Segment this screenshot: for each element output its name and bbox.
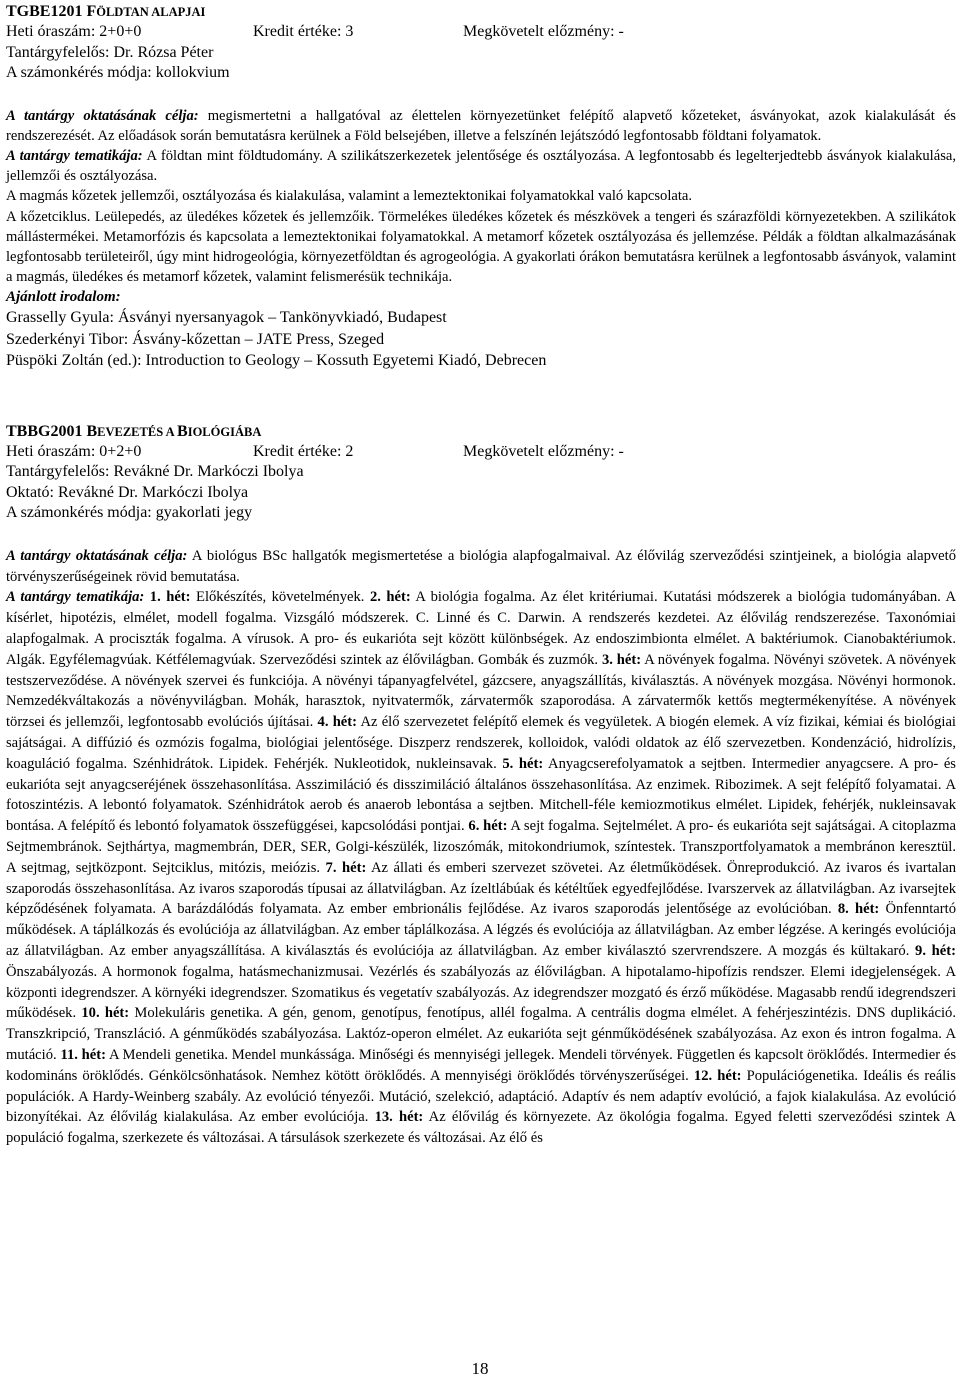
week-text: Az élővilág és környezete. Az ökológia fogalma. Egyed feletti szerveződési szintek A populáció fogalma, szerkezete és változásai. A társulások szerkezete és változásai. Az élő és xyxy=(6,1109,956,1147)
course2-title: TBBG2001 BEVEZETÉS A BIOLÓGIÁBA xyxy=(6,422,262,440)
course2-hours: Heti óraszám: 0+2+0 xyxy=(6,442,142,460)
week-label: 13. hét: xyxy=(374,1109,424,1126)
week-label: 10. hét: xyxy=(81,1005,130,1022)
course2-body xyxy=(6,546,956,1149)
week-text: Előkészítés, követelmények. xyxy=(196,589,365,606)
week-label: 7. hét: xyxy=(325,859,367,876)
page-number: 18 xyxy=(471,1359,489,1378)
week-text: A sejt fogalma. Sejtelmélet. A pro- és eukarióta sejt sajátságai. A citoplazma Sejtmembránok. Sejthártya, magmembrán, DER, SER, Golgi-készülék, lizoszómák, mitokondriumok, színtestek. Transzportfolyamatok a membránon keresztül. A sejtmag, sejtközpont. Sejtciklus, mitózis, meiózis. xyxy=(6,818,957,876)
week-text: Anyagcserefolyamatok a sejtben. Intermedier anyagcsere. A pro- és eukarióta sejt anyagcseréjének összehasonlítása. Asszimiláció és disszimiláció általános összehasonlítása. Az enzimek. Ribozimek. A sejt felépítő folyamatai. A fotoszintézis. A lebontó folyamatok. Szénhidrátok aerob és anaerob lebontása a sejtben. Mitchell-féle kemiozmotikus elmélet. Lipidek, fehérjék, nukleinsavak bontása. A felépítő és lebontó folyamatok összefüggései, kapcsolódási pontjai. xyxy=(6,755,956,835)
week-text: Az élő szervezetet felépítő elemek és vegyületek. A biogén elemek. A víz fizikai, kémiai és biológiai sajátságai. A diffúzió és ozmózis fogalma, biológiai jelentősége. Diszperz rendszerek, kolloidok, valódi oldatok az élő szervezetben. Kondenzáció, hidrolízis, koaguláció fogalma. Szénhidrátok. Lipidek. Fehérjék. Nukleotidok, nukleinsavak. xyxy=(6,714,956,772)
course1-topics: A tantárgy tematikája: A földtan mint földtudomány. A szilikátszerkezetek jelentősége és osztályozása. A legfontosabb és legelterjedtebb ásványok kialakulása, jellemzői és osztályozása. xyxy=(6,147,957,185)
course2-meta-row xyxy=(6,442,956,463)
course2-topics: A tantárgy tematikája: 1. hét: Előkészítés, követelmények. 2. hét: A biológia fogalma. Az élet kritériumai. Kutatási módszerek a biológia tudományában. A kísérlet, hipotézis, elmélet, modell fogalma. Vizsgáló módszerek. C. Linné és C. Darwin. A rendszerés kezdetei. Az élővilág rendszerezése. Taxonómiai alapfogalmak. A prociszták fogalma. A vírusok. A pro- és eukarióta sejt között különbségek. Az endoszimbionta elmélet. A baktériumok. Cianobaktériumok. Algák. Egyfélemagvúak. Kétfélemagvúak. Szerveződési szintek az élővilágban. Gombák és zuzmók. 3. hét: A növények fogalma. Növényi szövetek. A növények testszerveződése. A növények szervei és funkciója. A növényi tápanyagfelvétel, gázcsere, anyagszállítás, kiválasztás. A növények mozgása. Növényi hormonok. Nemzedékváltakozás a növényvilágban. Mohák, harasztok, nyitvatermők, zárvatermők szaporodása. A zárvatermők kettős megtermékenyítése. A növények törzsei és jellemzői, legfontosabb evolúciós újításai. 4. hét: Az élő szervezetet felépítő elemek és vegyületek. A biogén elemek. A víz fizikai, kémiai és biológiai sajátságai. A diffúzió és ozmózis fogalma, biológiai jelentősége. Diszperz rendszerek, kolloidok, valódi oldatok az élő szervezetben. Kondenzáció, hidrolízis, koaguláció fogalma. Szénhidrátok. Lipidek. Fehérjék. Nukleotidok, nukleinsavak. 5. hét: Anyagcserefolyamatok a sejtben. Intermedier anyagcsere. A pro- és eukarióta sejt anyagcseréjének összehasonlítása. Asszimiláció és disszimiláció általános összehasonlítása. Az enzimek. Ribozimek. A sejt felépítő folyamatai. A fotoszintézis. A lebontó folyamatok. Szénhidrátok aerob és anaerob lebontása a sejtben. Mitchell-féle kemiozmotikus elmélet. Lipidek, fehérjék, nukleinsavak bontása. A felépítő és lebontó folyamatok összefüggései, kapcsolódási pontjai. 6. hét: A sejt fogalma. Sejtelmélet. A pro- és eukarióta sejt sajátságai. A citoplazma Sejtmembránok. Sejthártya, magmembrán, DER, SER, Golgi-készülék, lizoszómák, mitokondriumok, színtestek. Transzportfolyamatok a membránon keresztül. A sejtmag, sejtközpont. Sejtciklus, mitózis, meiózis. 7. hét: Az állati és emberi szervezet szövetei. Az életműködések. Önreprodukció. Az ivaros és ivartalan szaporodás összehasonlítása. Az ivaros szaporodás típusai az állatvilágban. Az ízeltlábúak és kétéltűek egyedfejlődése. Ivarszervek az állatvilágban. Az ivarsejtek képződésének folyamata. A barázdálódás folyamata. Az ember embrionális fejlődése. Az ivaros szaporodás jelentősége az evolúcióban. 8. hét: Önfenntartó működések. A táplálkozás és evolúciója az állatvilágban. Az ember táplálkozása. A légzés és evolúciója az állatvilágban. Az ember légzése. A keringés evolúciója az állatvilágban. Az ember anyagszállítása. A kiválasztás és evolúciója az állatvilágban. Az ember kiválasztó szervrendszere. A mozgás és kültakaró. 9. hét: Önszabályozás. A hormonok fogalma, hatásmechanizmusai. Vezérlés és szabályozás az élővilágban. A hipotalamo-hipofízis rendszer. Elemi idegjelenségek. A központi idegrendszer. A környéki idegrendszer. Szomatikus és vegetatív szabályozás. Az idegrendszer mozgató és érző működése. Magasabb rendű idegrendszeri működések. 10. hét: Molekuláris genetika. A gén, genom, genotípus, fenotípus, allél fogalma. A centrális dogma elmélet. A fehérjeszintézis. DNS duplikáció. Transzkripció, Transzláció. A génműködés szabályozása. Laktóz-operon elmélet. Az eukarióta sejt génműködésének szabályozása. Az exon és intron fogalma. A mutáció. 11. hét: A Mendeli genetika. Mendel munkássága. Minőségi és mennyiségi jellegek. Mendeli törvények. Független és kapcsolt öröklődés. Intermedier és kodomináns öröklődés. Génkölcsönhatások. Nemhez kötött öröklődés. A mennyiségi öröklődés törvényszerűségei. 12. hét: Populációgenetika. Ideális és reális populációk. A Hardy-Weinberg szabály. Az evolúció tényezői. Mutáció, szelekció, adaptáció. Adaptív és nem adaptív evolúció, a fajok kialakulása. Az evolúció bizonyítékai. Az élővilág kialakulása. Az ember evolúciója. 13. hét: Az élővilág és környezete. Az ökológia fogalma. Egyed feletti szerveződési szintek A populáció fogalma, szerkezete és változásai. A társulások szerkezete és változásai. Az élő és xyxy=(6,589,957,1147)
course1-goal: A tantárgy oktatásának célja: megismertetni a hallgatóval az élettelen környezetünket felépítő alapvető kőzeteket, ásványokat, azok kialakulását és rendszerezését. Az előadások során bemutatásra kerülnek a Föld belsejében, illetve a felszínén lejátszódó legfontosabb földtani folyamatok. xyxy=(6,107,956,144)
course1-prereq: Megkövetelt előzmény: - xyxy=(463,23,624,40)
week-label: 3. hét: xyxy=(601,651,642,668)
course1-title: TGBE1201 FÖLDTAN ALAPJAI xyxy=(6,3,206,20)
course2-assessment: A számonkérés módja: gyakorlati jegy xyxy=(6,504,253,522)
course2-teacher: Oktató: Revákné Dr. Markóczi Ibolya xyxy=(6,483,249,501)
week-label: 2. hét: xyxy=(369,589,411,606)
week-label: 11. hét: xyxy=(60,1046,106,1063)
course1-responsible: Tantárgyfelelős: Dr. Rózsa Péter xyxy=(6,43,214,61)
week-label: 1. hét: xyxy=(149,589,191,606)
week-text: Molekuláris genetika. A gén, genom, genotípus, fenotípus, allél fogalma. A centrális dogma elmélet. A fehérjeszintézis. DNS duplikáció. Transzkripció, Transzláció. A génműködés szabályozása. Laktóz-operon elmélet. Az eukarióta sejt génműködésének szabályozása. Az exon és intron fogalma. A mutáció. xyxy=(6,1005,956,1063)
course2-goal: A tantárgy oktatásának célja: A biológus BSc hallgatók megismertetése a biológia alapfogalmaival. Az élővilág szerveződési szintjeinek, a biológia alapvető törvényszerűségeinek rövid bemutatása. xyxy=(6,547,957,585)
course1-body xyxy=(6,106,956,288)
course1-literature-heading: Ajánlott irodalom: xyxy=(6,289,121,306)
week-label: 5. hét: xyxy=(502,755,544,772)
week-label: 9. hét: xyxy=(915,942,956,959)
course2-credit: Kredit értéke: 2 xyxy=(253,442,354,460)
course1-hours: Heti óraszám: 2+0+0 xyxy=(6,23,142,40)
week-label: 8. hét: xyxy=(837,901,880,918)
course1-assessment: A számonkérés módja: kollokvium xyxy=(6,64,230,81)
course1-credit: Kredit értéke: 3 xyxy=(253,23,354,40)
week-item xyxy=(150,589,365,605)
week-label: 12. hét: xyxy=(693,1067,742,1084)
week-text: Önszabályozás. A hormonok fogalma, hatásmechanizmusai. Vezérlés és szabályozás az élővilágban. A hipotalamo-hipofízis rendszer. Elemi idegjelenségek. A központi idegrendszer. A környéki idegrendszer. Szomatikus és vegetatív szabályozás. Az idegrendszer mozgató és érző működése. Magasabb rendű idegrendszeri működések. xyxy=(6,963,956,1022)
week-text: A növények fogalma. Növényi szövetek. A növények testszerveződése. A növények szervei és funkciója. A növényi tápanyagfelvétel, gázcsere, anyagszállítás, kiválasztás. A növények mozgása. Növényi hormonok. Nemzedékváltakozás a növényvilágban. Mohák, harasztok, nyitvatermők, zárvatermők szaporodása. A zárvatermők kettős megtermékenyítése. A növények törzsei és jellemzői, legfontosabb evolúciós újításai. xyxy=(6,651,957,731)
course1-topics-p3: A kőzetciklus. Leülepedés, az üledékes kőzetek és jellemzőik. Törmelékes üledékes kőzetek és mészkövek a tengeri és szárazföldi környezetekben. A szilikátok mállástermékei. Metamorfózis és kapcsolata a lemeztektonikai folyamatokkal. A metamorf kőzetek osztályozása és jellemzése. Példák a földtan alkalmazásának legfontosabb területeiről, úgy mint hidrogeológia, környezetföldtan és agrogeológia. A gyakorlati órákon bemutatásra kerülnek a legfontosabb ásványok, valamint a magmás, üledékes és metamorf kőzetek, valamint felismerésük technikája. xyxy=(6,208,956,286)
week-text: Az állati és emberi szervezet szövetei. Az életműködések. Önreprodukció. Az ivaros és ivartalan szaporodás összehasonlítása. Az ivaros szaporodás típusai az állatvilágban. Az ízeltlábúak és kétéltűek egyedfejlődése. Ivarszervek az állatvilágban. Az ivarsejtek képződésének folyamata. A barázdálódás folyamata. Az ember embrionális fejlődése. Az ivaros szaporodás jelentősége az evolúcióban. xyxy=(6,859,956,918)
literature-item: Püspöki Zoltán (ed.): Introduction to Geology – Kossuth Egyetemi Kiadó, Debrecen xyxy=(6,352,547,370)
weeks-list xyxy=(6,589,956,1146)
week-label: 4. hét: xyxy=(317,714,358,731)
document-page xyxy=(6,2,956,1149)
course1-meta-row xyxy=(6,22,956,43)
week-text: Önfenntartó működések. A táplálkozás és evolúciója az állatvilágban. Az ember táplálkozása. A légzés és evolúciója az állatvilágban. Az ember légzése. A keringés evolúciója az állatvilágban. Az ember anyagszállítása. A kiválasztás és evolúciója az állatvilágban. Az ember kiválasztó szervrendszere. A mozgás és kültakaró. xyxy=(6,901,956,959)
course2-prereq: Megkövetelt előzmény: - xyxy=(463,442,624,460)
course1-topics-p2: A magmás kőzetek jellemzői, osztályozása és kialakulása, valamint a lemeztektonikai folyamatokkal való kapcsolata. xyxy=(6,188,693,205)
week-label: 6. hét: xyxy=(468,818,508,835)
week-text: Populációgenetika. Ideális és reális populációk. A Hardy-Weinberg szabály. Az evolúció tényezői. Mutáció, szelekció, adaptáció. Adaptív és nem adaptív evolúció, a fajok kialakulása. Az evolúció bizonyítékai. Az élővilág kialakulása. Az ember evolúciója. xyxy=(6,1067,956,1126)
literature-item: Szederkényi Tibor: Ásvány-kőzettan – JATE Press, Szeged xyxy=(6,330,385,348)
week-text: A Mendeli genetika. Mendel munkássága. Minőségi és mennyiségi jellegek. Mendeli törvények. Független és kapcsolt öröklődés. Intermedier és kodomináns öröklődés. Génkölcsönhatások. Nemhez kötött öröklődés. A mennyiségi öröklődés törvényszerűségei. xyxy=(6,1046,957,1084)
course2-responsible: Tantárgyfelelős: Revákné Dr. Markóczi Ibolya xyxy=(6,463,304,481)
literature-item: Grasselly Gyula: Ásványi nyersanyagok – Tankönyvkiadó, Budapest xyxy=(6,309,447,327)
week-text: A biológia fogalma. Az élet kritériumai. Kutatási módszerek a biológia tudományában. A kísérlet, hipotézis, elmélet, modell fogalma. Vizsgáló módszerek. C. Linné és C. Darwin. A rendszerés kezdetei. Az élővilág rendszerezése. Taxonómiai alapfogalmak. A prociszták fogalma. A vírusok. A pro- és eukarióta sejt között különbségek. Az endoszimbionta elmélet. A baktériumok. Cianobaktériumok. Algák. Egyfélemagvúak. Kétfélemagvúak. Szerveződési szintek az élővilágban. Gombák és zuzmók. xyxy=(6,589,956,668)
